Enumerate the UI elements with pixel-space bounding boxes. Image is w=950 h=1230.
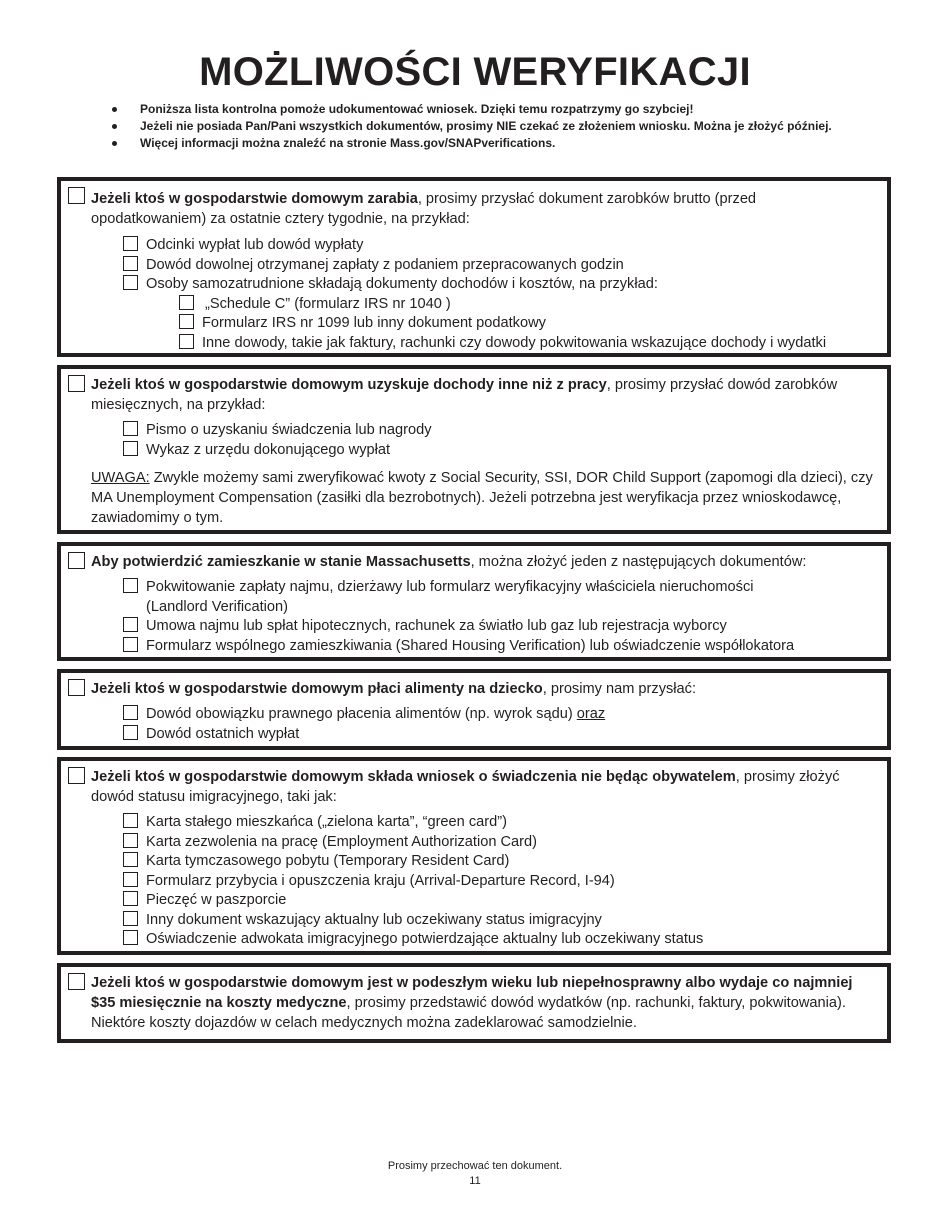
item-checkbox[interactable]: [123, 256, 138, 271]
section-residency-checkbox[interactable]: [68, 552, 85, 569]
note-text: UWAGA: Zwykle możemy sami zweryfikować kwoty z Social Security, SSI, DOR Child Support (zapomogi dla dzieci), czy MA Unemployment Compensation (zasiłki dla bezrobotnych). Jeżeli potrzebna jest weryfikacja przez wnioskodawcę, zawiadomimy o tym.: [91, 470, 873, 526]
section-income-checkbox[interactable]: [68, 187, 85, 204]
item-checkbox[interactable]: [123, 236, 138, 251]
section-child-support: Jeżeli ktoś w gospodarstwie domowym płaci alimenty na dziecko, prosimy nam przysłać: Dowód obowiązku prawnego płacenia alimentów (np. wyrok sądu) oraz Dowód ostatnich wypłat: [57, 669, 891, 750]
item-checkbox[interactable]: [123, 833, 138, 848]
item-checkbox[interactable]: [123, 637, 138, 652]
section-other-income-checkbox[interactable]: [68, 375, 85, 392]
bullet-icon: [112, 124, 117, 129]
item-checkbox[interactable]: [123, 852, 138, 867]
page-title: MOŻLIWOŚCI WERYFIKACJI: [199, 50, 751, 94]
intro-bullet: Więcej informacji można znaleźć na stronie Mass.gov/SNAPverifications.: [112, 135, 832, 152]
item-checkbox[interactable]: [123, 891, 138, 906]
section-medical-heading: Jeżeli ktoś w gospodarstwie domowym jest w podeszłym wieku lub niepełnosprawny albo wydaje co najmniej $35 miesięcznie na koszty medyczne, prosimy przedstawić dowód wydatków (np. rachunki, faktury, pokwitowania). Niektóre koszty dojazdów w celach medycznych można zadeklarować samodzielnie.: [91, 975, 853, 1031]
item-checkbox[interactable]: [123, 441, 138, 456]
item-checkbox[interactable]: [179, 334, 194, 349]
page-number: 11: [469, 1175, 481, 1187]
section-income-heading: Jeżeli ktoś w gospodarstwie domowym zarabia, prosimy przysłać dokument zarobków brutto (przed opodatkowaniem) za ostatnie cztery tygodnie, na przykład:: [91, 191, 757, 227]
item-checkbox[interactable]: [123, 911, 138, 926]
item-checkbox[interactable]: [123, 872, 138, 887]
section-other-income: Jeżeli ktoś w gospodarstwie domowym uzyskuje dochody inne niż z pracy, prosimy przysłać dowód zarobków miesięcznych, na przykład: Pismo o uzyskaniu świadczenia lub nagrody Wykaz z urzędu dokonującego wypłat UWAGA: Zwykle możemy sami zweryfikować kwoty z Social Security, SSI, DOR Child Support (zapomogi dla dzieci), czy MA Unemployment Compensation (zasiłki dla bezrobotnych). Jeżeli potrzebna jest weryfikacja przez wnioskodawcę, zawiadomimy o tym.: [57, 365, 891, 534]
section-immigration-checkbox[interactable]: [68, 767, 85, 784]
section-residency: Aby potwierdzić zamieszkanie w stanie Massachusetts, można złożyć jeden z następujących dokumentów: Pokwitowanie zapłaty najmu, dzierżawy lub formularz weryfikacyjny właściciela nieruchomości (Landlord Verification) Umowa najmu lub spłat hipotecznych, rachunek za światło lub gaz lub rejestracja wyborcy Formularz wspólnego zamieszkiwania (Shared Housing Verification) lub oświadczenie współlokatora: [57, 542, 891, 661]
footer-note: Prosimy przechować ten dokument.: [387, 1160, 563, 1172]
item-checkbox[interactable]: [179, 295, 194, 310]
section-income: Jeżeli ktoś w gospodarstwie domowym zarabia, prosimy przysłać dokument zarobków brutto (przed opodatkowaniem) za ostatnie cztery tygodnie, na przykład: Odcinki wypłat lub dowód wypłaty Dowód dowolnej otrzymanej zapłaty z podaniem przepracowanych godzin Osoby samozatrudnione składają dokumenty dochodów i kosztów, na przykład: „Schedule C” (formularz IRS nr 1040 ) Formularz IRS nr 1099 lub inny dokument podatkowy Inne dowody, takie jak faktury, rachunki czy dowody pokwitowania wskazujące dochody i wydatki: [57, 177, 891, 357]
intro-bullet: Jeżeli nie posiada Pan/Pani wszystkich dokumentów, prosimy NIE czekać ze złożeniem wniosku. Można je złożyć później.: [112, 118, 832, 135]
section-immigration: Jeżeli ktoś w gospodarstwie domowym składa wniosek o świadczenia nie będąc obywatelem, prosimy złożyć dowód statusu imigracyjnego, taki jak: Karta stałego mieszkańca („zielona karta”, “green card”) Karta zezwolenia na pracę (Employment Authorization Card) Karta tymczasowego pobytu (Temporary Resident Card) Formularz przybycia i opuszczenia kraju (Arrival-Departure Record, I-94) Pieczęć w paszporcie Inny dokument wskazujący aktualny lub oczekiwany status imigracyjny Oświadczenie adwokata imigracyjnego potwierdzające aktualny lub oczekiwany status: [57, 757, 891, 955]
section-child-support-heading: Jeżeli ktoś w gospodarstwie domowym płaci alimenty na dziecko, prosimy nam przysłać:: [91, 681, 697, 697]
intro-bullet: Poniższa lista kontrolna pomoże udokumentować wniosek. Dzięki temu rozpatrzymy go szybciej!: [112, 101, 832, 118]
item-checkbox[interactable]: [123, 578, 138, 593]
item-checkbox[interactable]: [179, 314, 194, 329]
item-checkbox[interactable]: [123, 421, 138, 436]
section-child-support-checkbox[interactable]: [68, 679, 85, 696]
item-checkbox[interactable]: [123, 930, 138, 945]
item-checkbox[interactable]: [123, 275, 138, 290]
page-footer: [0, 1159, 950, 1189]
section-medical: [57, 963, 891, 1043]
section-immigration-heading: Jeżeli ktoś w gospodarstwie domowym składa wniosek o świadczenia nie będąc obywatelem, prosimy złożyć dowód statusu imigracyjnego, taki jak:: [91, 769, 840, 805]
item-checkbox[interactable]: [123, 705, 138, 720]
item-checkbox[interactable]: [123, 813, 138, 828]
section-residency-heading: Aby potwierdzić zamieszkanie w stanie Massachusetts, można złożyć jeden z następujących dokumentów:: [91, 554, 807, 570]
section-other-income-heading: Jeżeli ktoś w gospodarstwie domowym uzyskuje dochody inne niż z pracy, prosimy przysłać dowód zarobków miesięcznych, na przykład:: [91, 377, 838, 413]
item-checkbox[interactable]: [123, 617, 138, 632]
bullet-icon: [112, 141, 117, 146]
section-medical-checkbox[interactable]: [68, 973, 85, 990]
intro-bullets: [112, 101, 832, 153]
bullet-icon: [112, 107, 117, 112]
item-checkbox[interactable]: [123, 725, 138, 740]
